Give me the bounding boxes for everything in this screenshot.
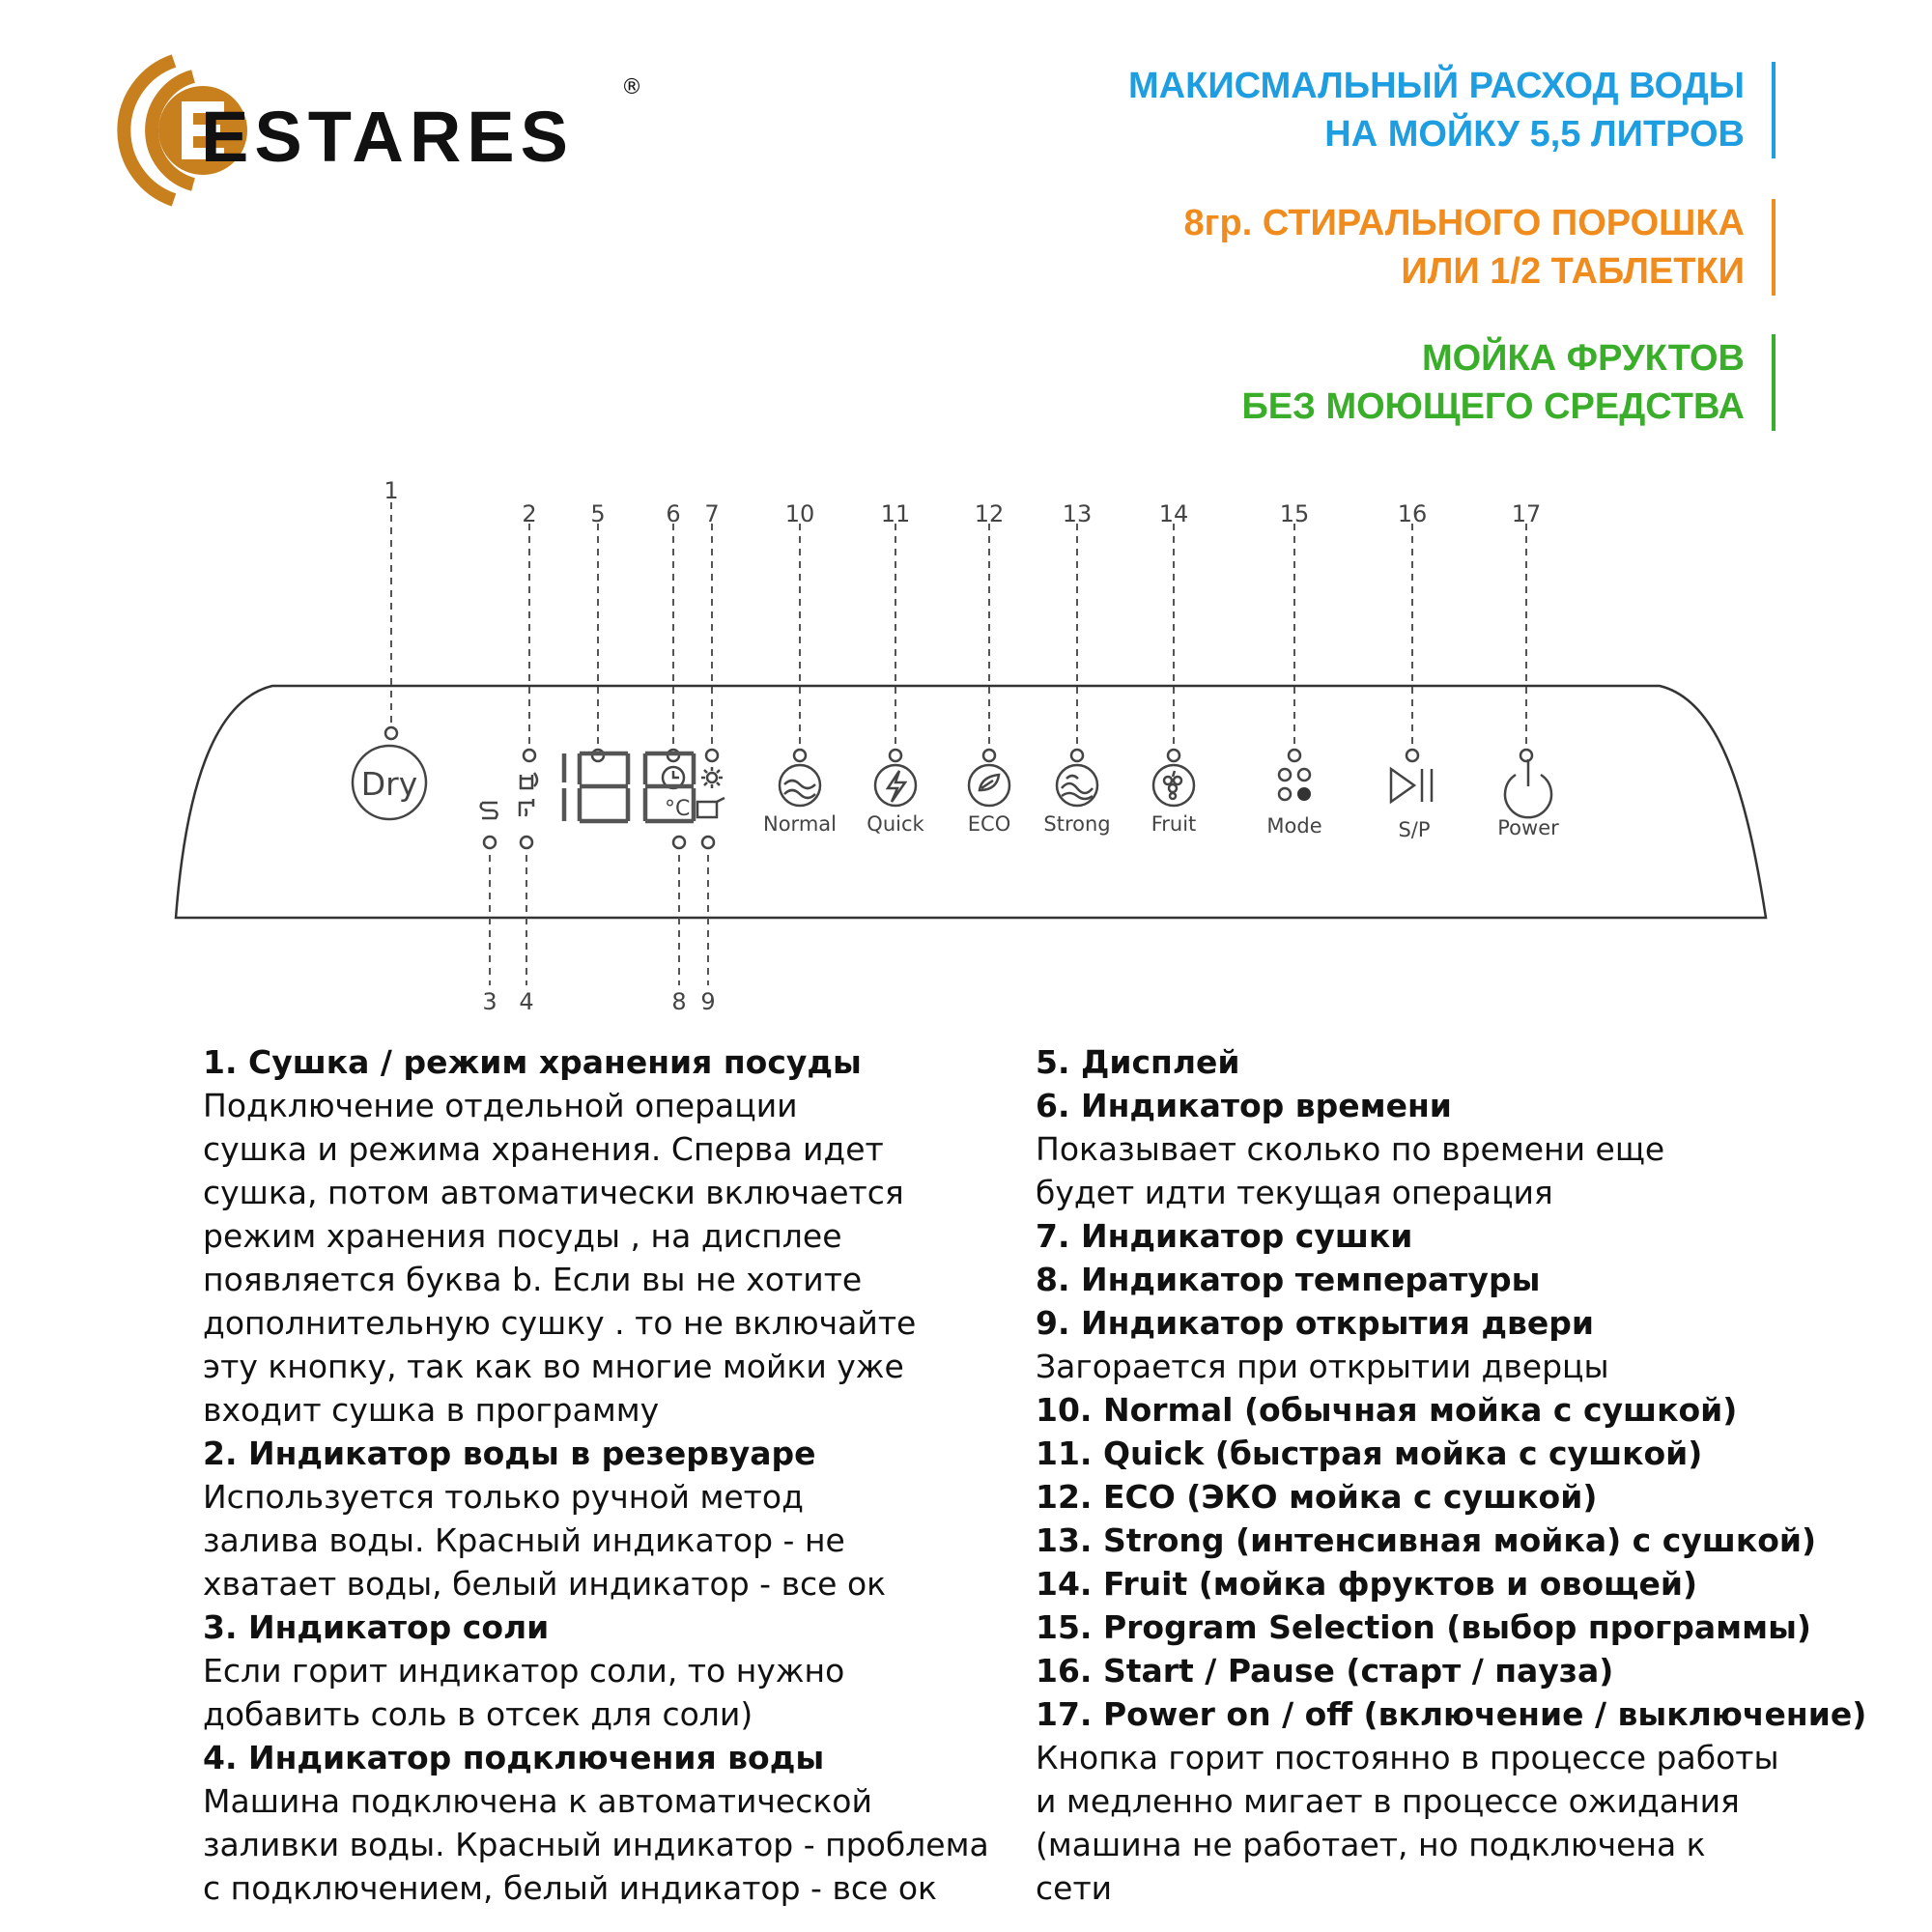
digital-display bbox=[0, 464, 694, 821]
callout-9: 9 bbox=[700, 988, 716, 1015]
callout-15: 15 bbox=[1279, 500, 1310, 527]
normal-button-label: Normal bbox=[763, 812, 837, 836]
normal-wave-icon bbox=[780, 765, 820, 806]
strong-wave-icon bbox=[1057, 765, 1097, 806]
callout-leaders-bottom bbox=[490, 842, 708, 985]
eco-button-label: ECO bbox=[967, 812, 1011, 836]
power-icon bbox=[1505, 759, 1551, 817]
sun-icon bbox=[701, 767, 723, 788]
mode-button-label: Mode bbox=[1266, 814, 1322, 838]
dry-button[interactable] bbox=[353, 746, 426, 819]
display-value: 188 bbox=[0, 464, 2, 465]
callout-7: 7 bbox=[704, 500, 720, 527]
play-pause-icon bbox=[1391, 769, 1432, 802]
eco-button[interactable] bbox=[968, 765, 1010, 836]
legend-item-9: 9. Индикатор открытия двери bbox=[1036, 1304, 1594, 1342]
legend-item-8: 8. Индикатор температуры bbox=[1036, 1261, 1541, 1298]
callout-14: 14 bbox=[1158, 500, 1189, 527]
legend-item-10: 10. Normal (обычная мойка с сушкой) bbox=[1036, 1391, 1738, 1429]
svg-text:°C: °C bbox=[665, 797, 691, 821]
quick-button-label: Quick bbox=[867, 812, 924, 836]
headline-fruit bbox=[1241, 334, 1776, 431]
power-button[interactable] bbox=[1497, 759, 1559, 839]
headline-detergent-line-2: ИЛИ 1/2 ТАБЛЕТКИ bbox=[1401, 251, 1745, 292]
callout-8: 8 bbox=[671, 988, 687, 1015]
eco-leaf-icon bbox=[969, 765, 1009, 806]
lightning-icon bbox=[875, 765, 916, 806]
legend-item-1: 1. Сушка / режим хранения посуды Подключение отдельной операции сушка и режима хранения. Сперва идет сушка, потом автоматически включается режим хранения посуды , на дисплее появляется буква b. Если вы не хотите дополнительную сушку . то не включайте эту кнопку, так как во многие мойки уже входит сушка в программу bbox=[203, 1040, 1014, 1432]
water-connection-icon bbox=[520, 799, 533, 816]
fruit-button-label: Fruit bbox=[1151, 812, 1197, 836]
legend-right-column: 5. Дисплей 6. Индикатор времени Показывает сколько по времени еще будет идти текущая операция 7. Индикатор сушки 8. Индикатор температуры 9. Индикатор открытия двери Загорается при открытии дверцы 10. Normal (обычная мойка с сушкой) 11. Quick (быстрая мойка с сушкой) 12. ECO (ЭКО мойка с сушкой) 13. Strong (интенсивная мойка) с сушкой) 14. Fruit (мойка фруктов и овощей) 15. Program Selection (выбор программы) 16. Start / Pause (старт / пауза) 17. Power on / off (включение / выключение) Кнопка горит постоянно в процессе работы и медленно мигает в процессе ожидания (машина не работает, но подключена к сети bbox=[1036, 1040, 1886, 1910]
legend-item-16: 16. Start / Pause (старт / пауза) bbox=[1036, 1652, 1614, 1690]
callout-6: 6 bbox=[666, 500, 681, 527]
legend-item-14: 14. Fruit (мойка фруктов и овощей) bbox=[1036, 1565, 1698, 1603]
brand-name: ESTARES bbox=[201, 97, 575, 177]
strong-button[interactable] bbox=[1043, 765, 1110, 836]
legend-item-3: 3. Индикатор соли Если горит индикатор соли, то нужно добавить соль в отсек для соли) bbox=[203, 1605, 1014, 1736]
salt-icon bbox=[481, 803, 497, 818]
headline-water-line-1: МАКИСМАЛЬНЫЙ РАСХОД ВОДЫ bbox=[1128, 66, 1745, 106]
callout-numbers bbox=[384, 477, 1541, 1015]
legend-item-7: 7. Индикатор сушки bbox=[1036, 1217, 1413, 1255]
mode-dots-icon bbox=[1279, 769, 1311, 801]
control-panel-diagram bbox=[0, 464, 1932, 1024]
callout-12: 12 bbox=[974, 500, 1005, 527]
callout-10: 10 bbox=[784, 500, 815, 527]
callout-16: 16 bbox=[1397, 500, 1428, 527]
headline-water bbox=[1128, 62, 1776, 158]
headline-fruit-line-2: БЕЗ МОЮЩЕГО СРЕДСТВА bbox=[1241, 386, 1745, 427]
legend-item-15: 15. Program Selection (выбор программы) bbox=[1036, 1608, 1811, 1646]
indicator-dots-bottom bbox=[484, 837, 714, 848]
legend-item-5: 5. Дисплей bbox=[1036, 1043, 1240, 1081]
strong-button-label: Strong bbox=[1043, 812, 1111, 836]
power-button-label: Power bbox=[1497, 816, 1559, 839]
callout-11: 11 bbox=[880, 500, 911, 527]
fruit-button[interactable] bbox=[1151, 765, 1197, 836]
quick-button[interactable] bbox=[867, 765, 924, 836]
legend-item-4: 4. Индикатор подключения воды Машина подключена к автоматической заливки воды. Красный индикатор - проблема с подключением, белый индикатор - все ок bbox=[203, 1736, 1014, 1910]
callout-leaders-top bbox=[391, 502, 1526, 750]
temperature-icon bbox=[665, 797, 690, 821]
normal-button[interactable] bbox=[763, 765, 837, 836]
water-tank-icon bbox=[521, 773, 537, 788]
callout-17: 17 bbox=[1511, 500, 1542, 527]
legend-item-13: 13. Strong (интенсивная мойка) с сушкой) bbox=[1036, 1521, 1817, 1559]
legend-left-column bbox=[203, 1040, 1014, 1910]
callout-4: 4 bbox=[519, 988, 534, 1015]
legend-item-2: 2. Индикатор воды в резервуаре Используется только ручной метод залива воды. Красный индикатор - не хватает воды, белый индикатор - все ок bbox=[203, 1432, 1014, 1605]
callout-13: 13 bbox=[1062, 500, 1093, 527]
callout-2: 2 bbox=[522, 500, 537, 527]
callout-1: 1 bbox=[384, 477, 399, 504]
start-pause-button[interactable] bbox=[1391, 769, 1432, 841]
brand-logo bbox=[68, 53, 647, 208]
legend-item-title: 4. Индикатор подключения воды bbox=[203, 1739, 825, 1776]
headline-water-line-2: НА МОЙКУ 5,5 ЛИТРОВ bbox=[1324, 114, 1745, 155]
legend-item-17: 17. Power on / off (включение / выключение) bbox=[1036, 1695, 1867, 1733]
headline-detergent-line-1: 8гр. СТИРАЛЬНОГО ПОРОШКА bbox=[1183, 203, 1745, 243]
start-pause-button-label: S/P bbox=[1398, 818, 1431, 841]
callout-5: 5 bbox=[590, 500, 606, 527]
registered-mark: ® bbox=[621, 75, 642, 99]
door-open-icon bbox=[697, 798, 724, 817]
callout-3: 3 bbox=[482, 988, 497, 1015]
legend-item-title: 2. Индикатор воды в резервуаре bbox=[203, 1435, 816, 1472]
indicator-dots-top bbox=[385, 727, 1532, 761]
legend-item-11: 11. Quick (быстрая мойка с сушкой) bbox=[1036, 1435, 1703, 1472]
legend-item-12: 12. ECO (ЭКО мойка с сушкой) bbox=[1036, 1478, 1598, 1516]
grapes-icon bbox=[1153, 765, 1194, 806]
legend-item-title: 1. Сушка / режим хранения посуды bbox=[203, 1043, 862, 1081]
headline-fruit-line-1: МОЙКА ФРУКТОВ bbox=[1421, 338, 1745, 379]
legend-item-6: 6. Индикатор времени bbox=[1036, 1087, 1452, 1124]
dry-button-label: Dry bbox=[360, 765, 418, 803]
legend-item-title: 3. Индикатор соли bbox=[203, 1608, 550, 1646]
mode-button[interactable] bbox=[1266, 769, 1321, 838]
headline-detergent bbox=[1184, 199, 1776, 296]
